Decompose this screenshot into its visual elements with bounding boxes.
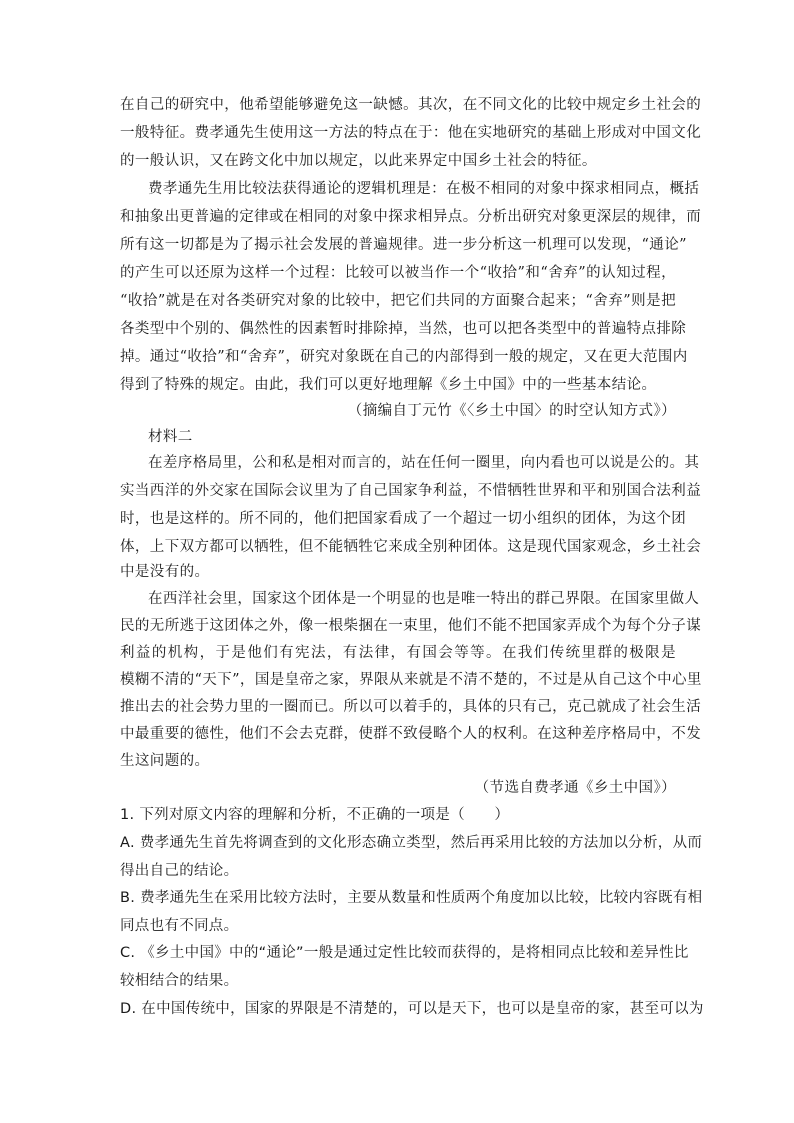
option-c-line-2: 较相结合的结果。 [120,973,239,989]
text-line: 中是没有的。 [120,564,210,580]
text-line: 实当西洋的外交家在国际会议里为了自己国家争利益，不惜牺牲世界和平和别国合法利益 [120,483,702,499]
text-line: 利益的机构，于是他们有宪法，有法律，有国会等等。在我们传统里群的极限是 [120,645,676,661]
text-line: 所有这一切都是为了揭示社会发展的普遍规律。进一步分析这一机理可以发现，“通论” [120,237,687,253]
text-line: 生这问题的。 [120,753,210,769]
text-line: 得到了特殊的规定。由此，我们可以更好地理解《乡土中国》中的一些基本结论。 [120,377,657,393]
section-heading: 材料二 [148,429,193,445]
text-line: “收拾”就是在对各类研究对象的比较中，把它们共同的方面聚合起来；“舍弃”则是把 [120,293,676,309]
text-line: 民的无所逃于这团体之外，像一根柴捆在一束里，他们不能不把国家弄成个为每个分子谋 [120,618,702,634]
option-b-line-1: B. 费孝通先生在采用比较方法时，主要从数量和性质两个角度加以比较，比较内容既有相 [120,890,703,906]
option-d-line-1: D. 在中国传统中，国家的界限是不清楚的，可以是天下，也可以是皇帝的家，甚至可以为 [120,1001,704,1017]
text-line: 在自己的研究中，他希望能够避免这一缺憾。其次，在不同文化的比较中规定乡土社会的 [120,97,702,113]
source-citation: （节选自费孝通《乡土中国》） [474,780,676,796]
text-line: 的产生可以还原为这样一个过程：比较可以被当作一个“收拾”和“舍弃”的认知过程， [120,265,676,281]
question-stem: 1. 下列对原文内容的理解和分析，不正确的一项是（ ） [120,807,510,823]
option-b-line-2: 同点也有不同点。 [120,918,239,934]
text-line: 中最重要的德性，他们不会去克群，使群不致侵略个人的权利。在这种差序格局中，不发 [120,726,702,742]
text-line: 各类型中个别的、偶然性的因素暂时排除掉，当然，也可以把各类型中的普遍特点排除 [120,321,687,337]
text-line: 推出去的社会势力里的一圈而已。所以可以着手的，具体的只有己，克己就成了社会生活 [120,699,702,715]
source-citation: （摘编自丁元竹《〈乡土中国〉的时空认知方式》） [347,403,676,419]
text-line: 时，也是这样的。所不同的，他们把国家看成了一个超过一切小组织的团体，为这个团 [120,511,687,527]
text-line: 的一般认识，又在跨文化中加以规定，以此来界定中国乡土社会的特征。 [120,153,597,169]
text-line: 体，上下双方都可以牺牲，但不能牺牲它来成全别种团体。这是现代国家观念，乡土社会 [120,539,702,555]
option-a-line-2: 得出自己的结论。 [120,863,239,879]
text-line: 在西洋社会里，国家这个团体是一个明显的也是唯一特出的群己界限。在国家里做人 [148,591,700,607]
option-a-line-1: A. 费孝通先生首先将调查到的文化形态确立类型，然后再采用比较的方法加以分析，从而 [120,835,703,851]
text-line: 和抽象出更普遍的定律或在相同的对象中探求相异点。分析出研究对象更深层的规律，而 [120,209,702,225]
text-line: 一般特征。费孝通先生使用这一方法的特点在于：他在实地研究的基础上形成对中国文化 [120,125,702,141]
text-line: 在差序格局里，公和私是相对而言的，站在任何一圈里，向内看也可以说是公的。其 [148,455,700,471]
text-line: 模糊不清的“天下”，国是皇帝之家，界限从来就是不清不楚的，不过是从自己这个中心里 [120,672,702,688]
option-c-line-1: C. 《乡土中国》中的“通论”一般是通过定性比较而获得的，是将相同点比较和差异性比 [120,945,689,961]
text-line: 掉。通过“收拾”和“舍弃”，研究对象既在自己的内部得到一般的规定，又在更大范围内 [120,349,688,365]
text-line: 费孝通先生用比较法获得通论的逻辑机理是：在极不相同的对象中探求相同点，概括 [148,181,700,197]
